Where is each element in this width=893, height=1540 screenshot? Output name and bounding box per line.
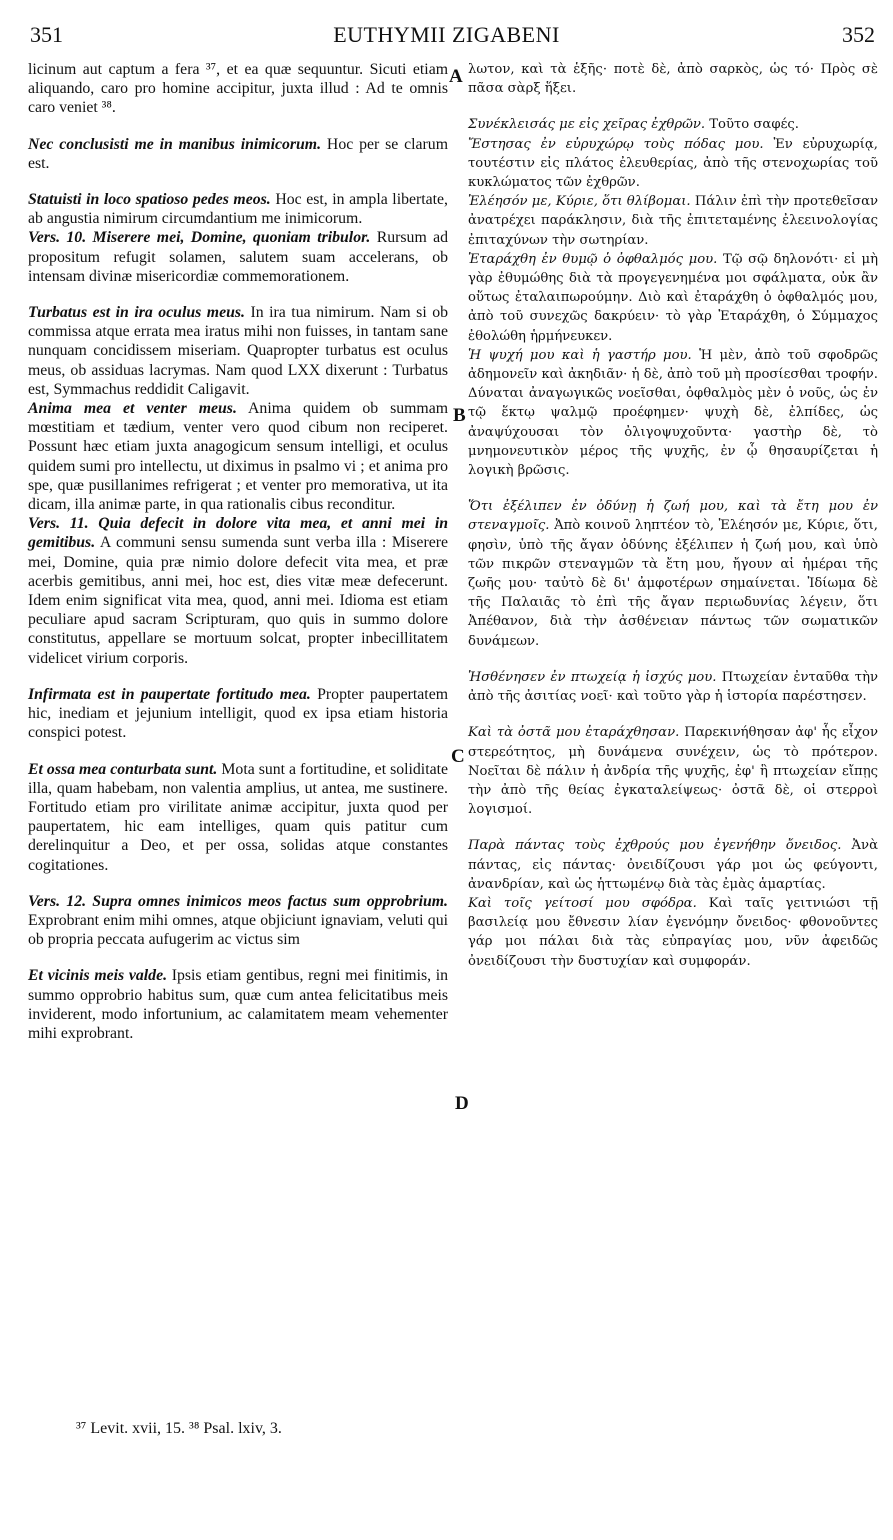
- latin-lemma: Anima mea et venter meus.: [28, 400, 237, 418]
- greek-paragraph: [468, 115, 878, 134]
- greek-lemma: Παρὰ πάντας τοὺς ἐχθρούς μου ἐγενήθην ὄνειδος.: [468, 838, 842, 854]
- latin-paragraph: [28, 135, 448, 173]
- greek-paragraph: [468, 60, 878, 98]
- latin-text: Rursum ad propositum refugit solamen, salutem suam accelerans, ob intensam divinæ misericordiæ commemorationem.: [28, 229, 449, 285]
- latin-text: Exprobrant enim mihi omnes, atque objiciunt ignaviam, veluti qui ob propria peccata aufugerim ac victus sim: [28, 911, 448, 949]
- latin-lemma: Et ossa mea conturbata sunt.: [28, 760, 218, 778]
- page-number-right: 352: [842, 22, 875, 47]
- greek-paragraph: [468, 135, 878, 193]
- footnotes: ³⁷ Levit. xvii, 15. ³⁸ Psal. lxiv, 3.: [76, 1420, 282, 1437]
- latin-lemma: Turbatus est in ira oculus meus.: [28, 304, 245, 322]
- margin-letter-b: B: [453, 405, 466, 426]
- latin-text: Hoc est, in ampla libertate, ab angustia nimirum circumdantium me inimicorum.: [28, 191, 449, 228]
- latin-paragraph: [28, 892, 448, 950]
- greek-paragraph: [468, 346, 878, 480]
- greek-text: Πτωχείαν ἐνταῦθα τὴν ἀπὸ τῆς ἀσιτίας νοεῖ· καὶ τοῦτο γὰρ ἡ ἱστορία παρέστησεν.: [468, 669, 878, 705]
- greek-paragraph: [468, 894, 878, 971]
- greek-column: [468, 60, 878, 971]
- greek-text: Τοῦτο σαφές.: [709, 117, 799, 133]
- latin-paragraph: [28, 228, 448, 286]
- latin-text: licinum aut captum a fera ³⁷, et ea quæ sequuntur. Sicuti etiam aliquando, caro pro homine accipitur, juxta illud : Ad te omnis caro veniet ³⁸.: [28, 61, 448, 117]
- greek-lemma: Καὶ τοῖς γείτοσί μου σφόδρα.: [468, 895, 697, 911]
- greek-lemma: Ἡ ψυχή μου καὶ ἡ γαστήρ μου.: [468, 347, 692, 363]
- latin-text: Propter paupertatem hic, inediam et jejunium intelligit, quod ex ipsa etiam historia conspici potest.: [28, 685, 448, 742]
- latin-paragraph: [28, 303, 448, 399]
- greek-text: Τῷ σῷ δηλονότι· εἰ μὴ γὰρ ἐθυμώθης διὰ τὰ προγεγενημένα μοι σφάλματα, οὐκ ἂν οὕτως ἐταλαιπωρούμην. Διὸ καὶ ἐταράχθη ὁ ὀφθαλμός μου, ἀπὸ τοῦ συνεχῶς δακρύειν· τὸ γὰρ Ἐταράχθη, ὁ Σύμμαχος ἐθολώθη ἡρμήνευκεν.: [468, 251, 878, 344]
- latin-text: Mota sunt a fortitudine, et soliditate illa, quam habebam, non valentia amplius, ut antea, me sustinere. Fortitudo etiam pro virilitate animæ accipitur, juxta quod per paupertatem, hic eam intelliges, quam quis patitur cum derelinquitur a Deo, et per ossa, solidas atque constantes cogitationes.: [28, 760, 448, 874]
- latin-lemma: Infirmata est in paupertate fortitudo mea.: [28, 685, 311, 703]
- margin-letter-a: A: [449, 66, 463, 87]
- latin-lemma: Statuisti in loco spatioso pedes meos.: [28, 191, 271, 209]
- greek-paragraph: [468, 668, 878, 706]
- page-header: [0, 10, 893, 46]
- latin-lemma: Vers. 12. Supra omnes inimicos meos factus sum opprobrium.: [28, 892, 448, 910]
- latin-paragraph: [28, 399, 448, 514]
- latin-text: Anima quidem ob summam mœstitiam et tædium, venter vero quod cibum non reciperet. Possunt hæc etiam juxta anagogicum sensum intelligi, et oculus quidem sumi pro intellectu, ut diximus in psalmo vi ; et anima pro spe, quæ pusillanimes refrigerat ; et venter pro memorativa, ut ita dicam, illa animæ parte, in qua rationalis cibus reconditur.: [28, 400, 449, 514]
- greek-text: Ἀπὸ κοινοῦ ληπτέον τὸ, Ἐλέησόν με, Κύριε, ὅτι, φησὶν, ὑπὸ τῆς ἄγαν ὀδύνης ἐξέλιπεν ἡ ζωή μου, καὶ ὑπὸ τῶν πικρῶν στεναγμῶν τὰ ἔτη μου, ἤγουν αἱ ἡμέραι τῆς ζωῆς μου· ταὐτὸ δὲ δι' ἀμφοτέρων σημαίνεται. Ἰδίωμα δὲ τῆς Παλαιᾶς τὸ ἐπὶ τῆς ἄγαν περιωδυνίας λέγειν, ὅτι Ἀπέθανον, διὰ τὴν ἀσθένειαν πάντως τῶν σωματικῶν δυνάμεων.: [468, 518, 878, 649]
- greek-text: Παρεκινήθησαν ἀφ' ἧς εἶχον στερεότητος, μὴ δυνάμενα συνέχειν, ὡς τὸ πρότερον. Νοεῖται δὲ πάλιν ἡ ἀνδρία τῆς ψυχῆς, ἐφ' ἣ πτωχείαν εἴπῃς τὴν ἀπὸ τῆς θείας ἐγκαταλείψεως· ὀστᾶ δὲ, οἱ στερροὶ λογισμοί.: [468, 725, 878, 818]
- greek-lemma: Ἐλέησόν με, Κύριε, ὅτι θλίβομαι.: [468, 194, 691, 210]
- greek-lemma: Ὅτι ἐξέλιπεν ἐν ὀδύνῃ ἡ ζωή μου, καὶ τὰ ἔτη μου ἐν στεναγμοῖς.: [468, 499, 878, 534]
- margin-letter-c: C: [451, 746, 465, 767]
- greek-paragraph: [468, 723, 878, 819]
- latin-text: In ira tua nimirum. Nam si ob commissa atque errata mea iratus mihi non fuisses, in tantam sane nunquam concidissem miseriam. Quapropter turbatus est oculus meus, ob assiduas lacrymas. Nam quod LXX dixerunt : Turbatus est, Symmachus reddidit Caligavit.: [28, 304, 449, 398]
- latin-paragraph: [28, 514, 448, 668]
- latin-lemma: Vers. 10. Miserere mei, Domine, quoniam tribulor.: [28, 229, 371, 247]
- latin-paragraph: [28, 966, 448, 1043]
- latin-lemma: Nec conclusisti me in manibus inimicorum.: [28, 135, 322, 153]
- greek-text: Πάλιν ἐπὶ τὴν προτεθεῖσαν ἀνατρέχει παράκλησιν, διὰ τῆς ἐπιτεταμένης ἐλεεινολογίας ἐπιταχύνων τὴν σωτηρίαν.: [468, 194, 878, 248]
- greek-lemma: Ἔστησας ἐν εὐρυχώρῳ τοὺς πόδας μου.: [468, 136, 764, 152]
- latin-paragraph: [28, 60, 448, 118]
- greek-text: λωτον, καὶ τὰ ἑξῆς· ποτὲ δὲ, ἀπὸ σαρκὸς, ὡς τό· Πρὸς σὲ πᾶσα σὰρξ ἥξει.: [468, 62, 878, 97]
- greek-text: Ἀνὰ πάντας, εἰς πάντας· ὀνειδίζουσι γάρ μοι ὡς φεύγοντι, ἀνανδρίαν, καὶ ὡς ἡττωμένῳ διὰ τὰς ἐμὰς ἁμαρτίας.: [468, 838, 878, 892]
- greek-paragraph: [468, 250, 878, 346]
- latin-paragraph: [28, 190, 448, 228]
- greek-lemma: Καὶ τὰ ὀστᾶ μου ἐταράχθησαν.: [468, 725, 680, 741]
- greek-lemma: Ἐταράχθη ἐν θυμῷ ὁ ὀφθαλμός μου.: [468, 251, 718, 267]
- latin-text: Ipsis etiam gentibus, regni mei finitimis, in summo opprobrio habitus sum, quæ cum antea felicitatibus meis inviderent, modo infortunium, ac calamitatem meam vehementer mihi exprobrant.: [28, 967, 449, 1042]
- greek-text: Ἐν εὐρυχωρίᾳ, τουτέστιν εἰς πλάτος ἐλευθερίας, ἀπὸ τῆς στενοχωρίας τοῦ κυκλώματος τῶν ἐχθρῶν.: [468, 136, 878, 191]
- greek-lemma: Ἠσθένησεν ἐν πτωχείᾳ ἡ ἰσχύς μου.: [468, 669, 717, 685]
- latin-column: [28, 60, 448, 1043]
- greek-paragraph: [468, 836, 878, 894]
- latin-lemma: Vers. 11. Quia defecit in dolore vita mea, et anni mei in gemitibus.: [28, 515, 448, 552]
- latin-text: Hoc per se clarum est.: [28, 135, 448, 172]
- latin-text: A communi sensu sumenda sunt verba illa : Miserere mei, Domine, quia præ nimio dolore defecit vita mea, et præ acerbis gemitibus, anni mei, hoc est, dies vitæ meæ defecerunt. Idem enim significat vita mea, quod, anni mei. Idioma est etiam peculiare apud sacram Scripturam, quo quis in summo dolore constitutus, appellare se mortuum solcat, propter inbecillitatem videlicet virium corporis.: [28, 534, 448, 667]
- latin-paragraph: [28, 760, 448, 875]
- greek-paragraph: [468, 497, 878, 651]
- greek-text: Ἡ μὲν, ἀπὸ τοῦ σφοδρῶς ἀδημονεῖν καὶ ἀκηδιᾶν· ἡ δὲ, ἀπὸ τοῦ μὴ προσίεσθαι τροφήν. Δύναται ἀναγωγικῶς νοεῖσθαι, ὀφθαλμὸς μὲν ὁ νοῦς, ὡς ἐν τῷ ἕκτῳ ψαλμῷ προέφημεν· ψυχὴ δὲ, ἐλπίδες, ὡς ἀναψύχουσαι τὸν ὀλιγοψυχοῦντα· γαστὴρ δὲ, τὸ μνημονευτικὸν μέρος τῆς ψυχῆς, ἐν ᾧ θησαυρίζεται ἡ λογικὴ βρῶσις.: [468, 347, 878, 479]
- margin-letter-d: D: [455, 1093, 469, 1114]
- greek-lemma: Συνέκλεισάς με εἰς χεῖρας ἐχθρῶν.: [468, 117, 706, 133]
- latin-lemma: Et vicinis meis valde.: [28, 967, 168, 985]
- greek-text: Καὶ ταῖς γειτνιώσι τῇ βασιλείᾳ μου ἔθνεσιν λίαν ἐγενόμην ὄνειδος· φθονοῦντες γάρ μοι πάλαι διὰ τὰς εὐπραγίας μου, νῦν ἀφειδῶς ὀνειδίζουσι τὴν δυστυχίαν καὶ συμφοράν.: [468, 895, 878, 969]
- running-title: EUTHYMII ZIGABENI: [333, 22, 560, 47]
- page-number-left: 351: [30, 22, 63, 47]
- greek-paragraph: [468, 192, 878, 250]
- latin-paragraph: [28, 685, 448, 743]
